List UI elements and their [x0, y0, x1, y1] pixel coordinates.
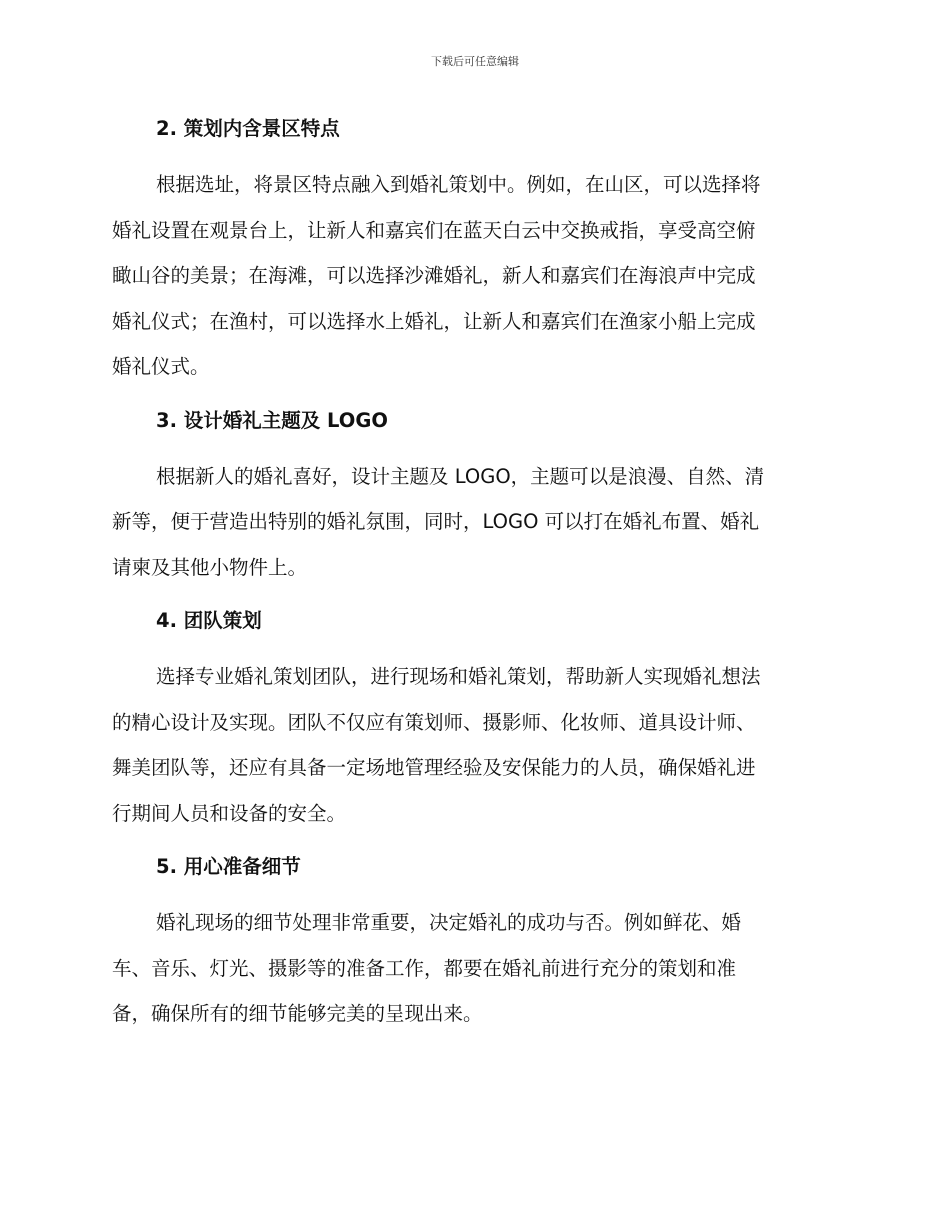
text-line: 备，确保所有的细节能够完美的呈现出来。 — [112, 1002, 483, 1025]
text-line: 婚礼仪式；在渔村，可以选择水上婚礼，让新人和嘉宾们在渔家小船上完成 — [112, 309, 756, 333]
text-line: 的精心设计及实现。团队不仅应有策划师、摄影师、化妆师、道具设计师、 — [112, 710, 756, 734]
section-heading-details: 5. 用心准备细节 — [156, 855, 301, 878]
text-line: 婚礼现场的细节处理非常重要，决定婚礼的成功与否。例如鲜花、婚 — [156, 911, 742, 934]
text-line: 选择专业婚礼策划团队，进行现场和婚礼策划，帮助新人实现婚礼想法 — [156, 665, 761, 688]
text-line: 根据新人的婚礼喜好，设计主题及 LOGO，主题可以是浪漫、自然、清 — [156, 464, 765, 488]
section-paragraph-site-features — [112, 162, 838, 390]
text-line: 瞰山谷的美景；在海滩，可以选择沙滩婚礼，新人和嘉宾们在海浪声中完成 — [112, 264, 756, 287]
section-paragraph-details — [112, 900, 838, 1037]
text-line: 车、音乐、灯光、摄影等的准备工作，都要在婚礼前进行充分的策划和准 — [112, 956, 737, 980]
text-line: 请柬及其他小物件上。 — [112, 555, 308, 579]
section-paragraph-theme-logo — [112, 454, 838, 591]
section-paragraph-team-planning — [112, 654, 838, 836]
section-heading-site-features: 2. 策划内含景区特点 — [156, 117, 340, 140]
text-line: 新等，便于营造出特别的婚礼氛围，同时，LOGO 可以打在婚礼布置、婚礼 — [112, 510, 760, 533]
text-line: 舞美团队等，还应有具备一定场地管理经验及安保能力的人员，确保婚礼进 — [112, 756, 756, 779]
text-line: 婚礼仪式。 — [112, 355, 210, 378]
page-header: 下载后可任意编辑 — [431, 55, 519, 68]
section-heading-team-planning: 4. 团队策划 — [156, 609, 262, 632]
document-body — [112, 112, 838, 1037]
text-line: 行期间人员和设备的安全。 — [112, 801, 347, 825]
section-heading-theme-logo: 3. 设计婚礼主题及 LOGO — [156, 408, 388, 432]
text-line: 根据选址，将景区特点融入到婚礼策划中。例如，在山区，可以选择将 — [156, 173, 761, 196]
text-line: 婚礼设置在观景台上，让新人和嘉宾们在蓝天白云中交换戒指，享受高空俯 — [112, 218, 756, 242]
